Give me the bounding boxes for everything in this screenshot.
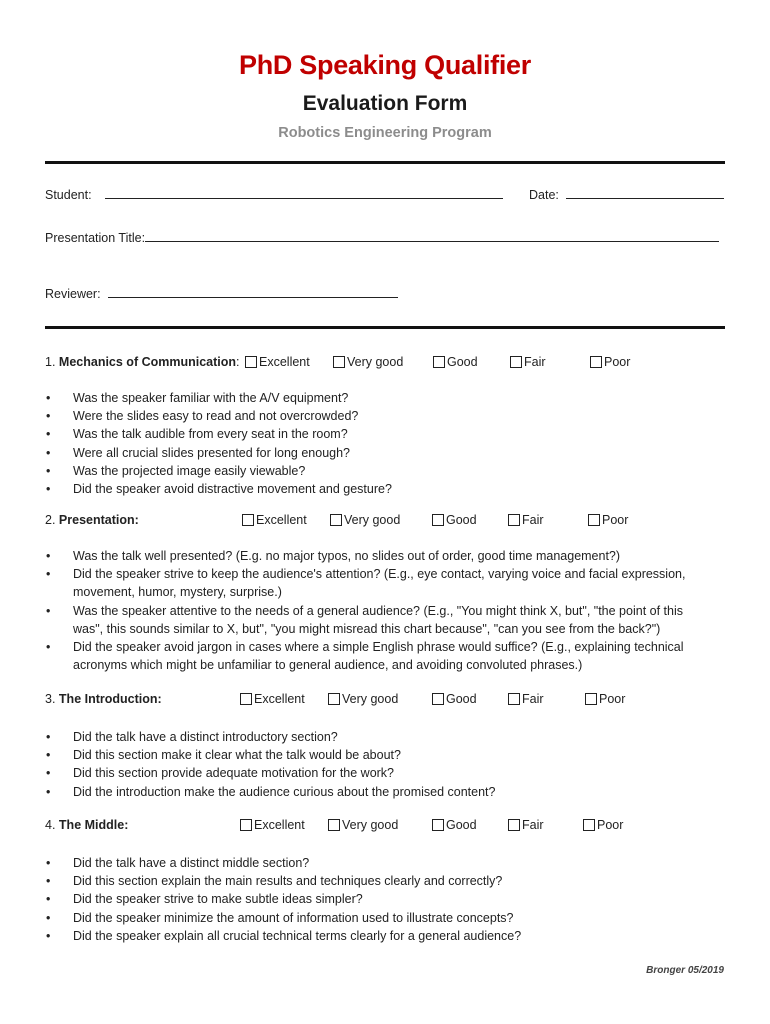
section-1-questions — [45, 389, 715, 498]
checkbox[interactable] — [333, 356, 345, 368]
checkbox[interactable] — [432, 514, 444, 526]
bullet-icon: • — [46, 892, 51, 907]
rating-label: Very good — [342, 818, 399, 832]
question-item — [45, 425, 715, 443]
question-item — [45, 746, 715, 764]
section-4-rating-excellent[interactable] — [240, 818, 305, 832]
bullet-icon: • — [46, 603, 51, 618]
checkbox[interactable] — [328, 693, 340, 705]
section-3-rating-poor[interactable] — [585, 692, 625, 706]
question-item — [45, 407, 715, 425]
bullet-icon: • — [46, 874, 51, 889]
section-1-rating-poor[interactable] — [590, 355, 630, 369]
section-4-rating-very-good[interactable] — [328, 818, 398, 832]
question-text: Did this section make it clear what the talk would be about? — [73, 748, 401, 763]
question-text: Did the introduction make the audience curious about the promised content? — [73, 784, 496, 799]
question-text: Did the speaker strive to make subtle ideas simpler? — [73, 892, 363, 907]
section-number: 1. — [45, 355, 56, 369]
bullet-icon: • — [46, 445, 51, 460]
rating-label: Very good — [342, 692, 399, 706]
checkbox[interactable] — [245, 356, 257, 368]
question-text: Was the speaker attentive to the needs of a general audience? (E.g., "You might think X, but", "the point of this was", this sounds similar to X, but", "you might misread this chart because", "can you see from the back?") — [73, 603, 683, 636]
question-item — [45, 389, 715, 407]
bullet-icon: • — [46, 640, 51, 655]
form-subtitle: Evaluation Form — [302, 92, 468, 115]
presentation-title-blank[interactable] — [145, 230, 719, 242]
question-item — [45, 728, 715, 746]
section-1-rating-fair[interactable] — [510, 355, 546, 369]
bullet-icon: • — [46, 409, 51, 424]
rating-label: Excellent — [254, 692, 305, 706]
section-4-questions — [45, 854, 715, 945]
bullet-icon: • — [46, 766, 51, 781]
section-title: The Middle: — [58, 818, 129, 832]
presentation-title-label: Presentation Title: — [45, 231, 146, 245]
checkbox[interactable] — [330, 514, 342, 526]
footer-credit: Bronger 05/2019 — [646, 965, 724, 976]
reviewer-blank[interactable] — [108, 286, 398, 298]
section-number: 3. — [45, 692, 56, 706]
question-item — [45, 764, 715, 782]
rating-label: Poor — [599, 692, 626, 706]
rating-label: Good — [446, 513, 477, 527]
bullet-icon: • — [46, 928, 51, 943]
bullet-icon: • — [46, 549, 51, 563]
question-text: Were the slides easy to read and not overcrowded? — [73, 409, 359, 424]
question-item — [45, 890, 715, 908]
section-3-heading — [45, 692, 162, 706]
section-2-heading — [45, 513, 139, 527]
section-title: Presentation: — [58, 513, 139, 527]
question-text: Was the speaker familiar with the A/V equipment? — [73, 391, 349, 405]
section-title: The Introduction: — [58, 692, 162, 706]
bullet-icon: • — [46, 427, 51, 442]
date-label: Date: — [529, 188, 559, 202]
section-2-rating-good[interactable] — [432, 513, 477, 527]
checkbox[interactable] — [328, 819, 340, 831]
section-title: Mechanics of Communication — [58, 355, 237, 369]
section-1-heading — [45, 355, 240, 369]
question-text: Did this section explain the main results and techniques clearly and correctly? — [73, 874, 503, 889]
question-item — [45, 462, 715, 480]
question-text: Did the speaker avoid distractive movement and gesture? — [73, 482, 392, 497]
student-label: Student: — [45, 188, 92, 202]
question-text: Was the talk well presented? (E.g. no major typos, no slides out of order, good time management?) — [73, 549, 621, 563]
bullet-icon: • — [46, 567, 51, 582]
question-text: Were all crucial slides presented for long enough? — [73, 445, 351, 460]
question-item — [45, 927, 715, 945]
rating-label: Good — [447, 355, 478, 369]
rating-label: Fair — [522, 818, 544, 832]
question-item — [45, 547, 715, 565]
top-divider — [45, 161, 725, 164]
section-3-questions — [45, 728, 715, 801]
checkbox[interactable] — [508, 693, 520, 705]
rating-label: Excellent — [254, 818, 305, 832]
question-item — [45, 638, 715, 674]
section-2-questions — [45, 547, 715, 674]
rating-label: Very good — [347, 355, 404, 369]
section-3-rating-very-good[interactable] — [328, 692, 398, 706]
date-field[interactable] — [529, 187, 724, 202]
rating-label: Poor — [604, 355, 631, 369]
question-item — [45, 480, 715, 498]
section-3-rating-excellent[interactable] — [240, 692, 305, 706]
section-4-rating-fair[interactable] — [508, 818, 544, 832]
rating-label: Poor — [602, 513, 629, 527]
question-text: Was the talk audible from every seat in the room? — [73, 427, 348, 442]
question-text: Did the talk have a distinct middle section? — [73, 856, 310, 870]
section-4-rating-poor[interactable] — [583, 818, 623, 832]
question-text: Did this section provide adequate motivation for the work? — [73, 766, 395, 781]
rating-label: Fair — [522, 513, 544, 527]
bullet-icon: • — [46, 482, 51, 497]
section-3-rating-fair[interactable] — [508, 692, 544, 706]
rating-label: Excellent — [259, 355, 310, 369]
bullet-icon: • — [46, 856, 51, 870]
form-title: PhD Speaking Qualifier — [239, 50, 531, 80]
rating-label: Fair — [522, 692, 544, 706]
bullet-icon: • — [46, 391, 51, 405]
section-number: 4. — [45, 818, 56, 832]
bullet-icon: • — [46, 463, 51, 478]
student-field[interactable] — [45, 187, 503, 202]
bullet-icon: • — [46, 784, 51, 799]
section-2-rating-fair[interactable] — [508, 513, 544, 527]
question-text: Did the speaker explain all crucial technical terms clearly for a general audience? — [73, 928, 522, 943]
checkbox[interactable] — [585, 693, 597, 705]
section-2-rating-excellent[interactable] — [242, 513, 307, 527]
program-name: Robotics Engineering Program — [278, 125, 492, 141]
rating-label: Good — [446, 692, 477, 706]
student-blank[interactable] — [105, 187, 503, 199]
rating-label: Poor — [597, 818, 624, 832]
reviewer-field[interactable] — [45, 286, 398, 301]
section-number: 2. — [45, 513, 56, 527]
bullet-icon: • — [46, 910, 51, 925]
question-text: Did the speaker strive to keep the audience's attention? (E.g., eye contact, varying voice and facial expression, movement, humor, mystery, surprise.) — [73, 567, 686, 600]
question-item — [45, 444, 715, 462]
rating-label: Very good — [344, 513, 401, 527]
question-item — [45, 872, 715, 890]
question-item — [45, 565, 715, 601]
checkbox[interactable] — [583, 819, 595, 831]
question-text: Was the projected image easily viewable? — [73, 463, 306, 478]
section-1-rating-good[interactable] — [433, 355, 478, 369]
checkbox[interactable] — [433, 356, 445, 368]
checkbox[interactable] — [242, 514, 254, 526]
rating-label: Fair — [524, 355, 546, 369]
section-title-suffix: : — [236, 355, 240, 369]
rating-label: Good — [446, 818, 477, 832]
section-1-rating-very-good[interactable] — [333, 355, 403, 369]
question-item — [45, 854, 715, 872]
checkbox[interactable] — [240, 819, 252, 831]
bullet-icon: • — [46, 748, 51, 763]
section-4-heading — [45, 818, 128, 832]
question-text: Did the speaker avoid jargon in cases where a simple English phrase would suffice? (E.g., explaining technical acronyms which might be unfamiliar to general audience, and avoiding convoluted phrases.) — [73, 640, 684, 673]
question-item — [45, 909, 715, 927]
checkbox[interactable] — [508, 514, 520, 526]
presentation-title-field[interactable] — [45, 230, 719, 245]
question-text: Did the speaker minimize the amount of information used to illustrate concepts? — [73, 910, 514, 925]
section-2-rating-very-good[interactable] — [330, 513, 400, 527]
reviewer-label: Reviewer: — [45, 287, 101, 301]
section-4-rating-good[interactable] — [432, 818, 477, 832]
bullet-icon: • — [46, 730, 51, 744]
checkbox[interactable] — [432, 819, 444, 831]
checkbox[interactable] — [588, 514, 600, 526]
section-1-rating-excellent[interactable] — [245, 355, 310, 369]
date-blank[interactable] — [566, 187, 724, 199]
checkbox[interactable] — [240, 693, 252, 705]
section-2-rating-poor[interactable] — [588, 513, 628, 527]
checkbox[interactable] — [510, 356, 522, 368]
question-item — [45, 602, 715, 638]
checkbox[interactable] — [508, 819, 520, 831]
checkbox[interactable] — [432, 693, 444, 705]
question-item — [45, 783, 715, 801]
rating-label: Excellent — [256, 513, 307, 527]
header-bottom-divider — [45, 326, 725, 329]
checkbox[interactable] — [590, 356, 602, 368]
section-3-rating-good[interactable] — [432, 692, 477, 706]
question-text: Did the talk have a distinct introductory section? — [73, 730, 338, 744]
